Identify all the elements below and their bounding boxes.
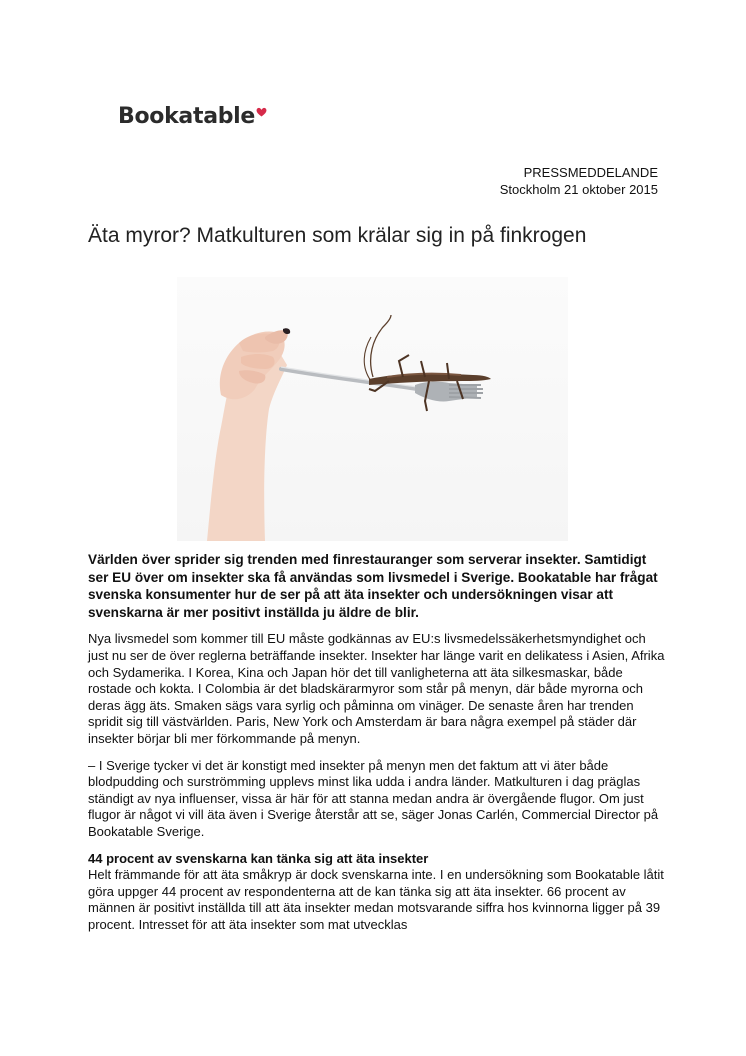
quote-paragraph: – I Sverige tycker vi det är konstigt med insekter på menyn men det faktum att vi äter både blodpudding och surströmming upplevs minst lika udda i andra länder. Matkulturen i dag präglas ständigt av nya influenser, vissa är här för att stanna medan andra är övergående flugor. Om just flugor är något vi vill äta även i Sverige återstår att se, säger Jonas Carlén, Commercial Director på Bookatable Sverige. xyxy=(88,757,659,839)
press-date: Stockholm 21 oktober 2015 xyxy=(499,182,658,197)
press-release-header xyxy=(500,164,658,198)
section-heading: 44 procent av svenskarna kan tänka sig att äta insekter xyxy=(88,850,429,866)
page-title: Äta myror? Matkulturen som krälar sig in på finkrogen xyxy=(88,224,587,247)
lead-paragraph: Världen över sprider sig trenden med finrestauranger som serverar insekter. Samtidigt ser EU över om insekter ska få användas som livsmedel i Sverige. Bookatable har frågat svenska konsumenter hur de ser på att äta insekter och undersökningen visar att svenskarna är mer positivt inställda ju äldre de blir. xyxy=(88,552,658,620)
bookatable-logo xyxy=(118,104,267,129)
body-paragraph: Nya livsmedel som kommer till EU måste godkännas av EU:s livsmedelssäkerhetsmyndighet och just nu ser de över reglerna beträffande insekter. Insekter har länge varit en delikatess i Asien, Afrika och Sydamerika. I Korea, Kina och Japan hör det till vanligheterna att äta silkesmaskar, både rostade och kokta. I Colombia är det bladskärarmyror som står på menyn, där både myrorna och deras ägg äts. Smaken sägs vara syrlig och påminna om vinäger. De senaste åren har trenden spridit sig till västvärlden. Paris, New York och Amsterdam är bara några exempel på städer där insekter börjar bli mer förkommande på menyn. xyxy=(88,631,665,746)
press-label: PRESSMEDDELANDE xyxy=(523,165,658,180)
heart-icon xyxy=(256,107,267,117)
logo-text: Bookatable xyxy=(118,104,256,129)
hero-photo-hand-fork-insect xyxy=(177,277,568,541)
section-paragraph: Helt främmande för att äta småkryp är dock svenskarna inte. I en undersökning som Bookatable låtit göra uppger 44 procent av respondenterna att de kan tänka sig att äta insekter. 66 procent av männen är positivt inställda till att äta insekter medan motsvarande siffra hos kvinnorna ligger på 39 procent. Intresset för att äta insekter som mat utvecklas xyxy=(88,867,664,932)
hand-fork-insect-illustration xyxy=(177,277,568,541)
article-body xyxy=(88,551,668,933)
